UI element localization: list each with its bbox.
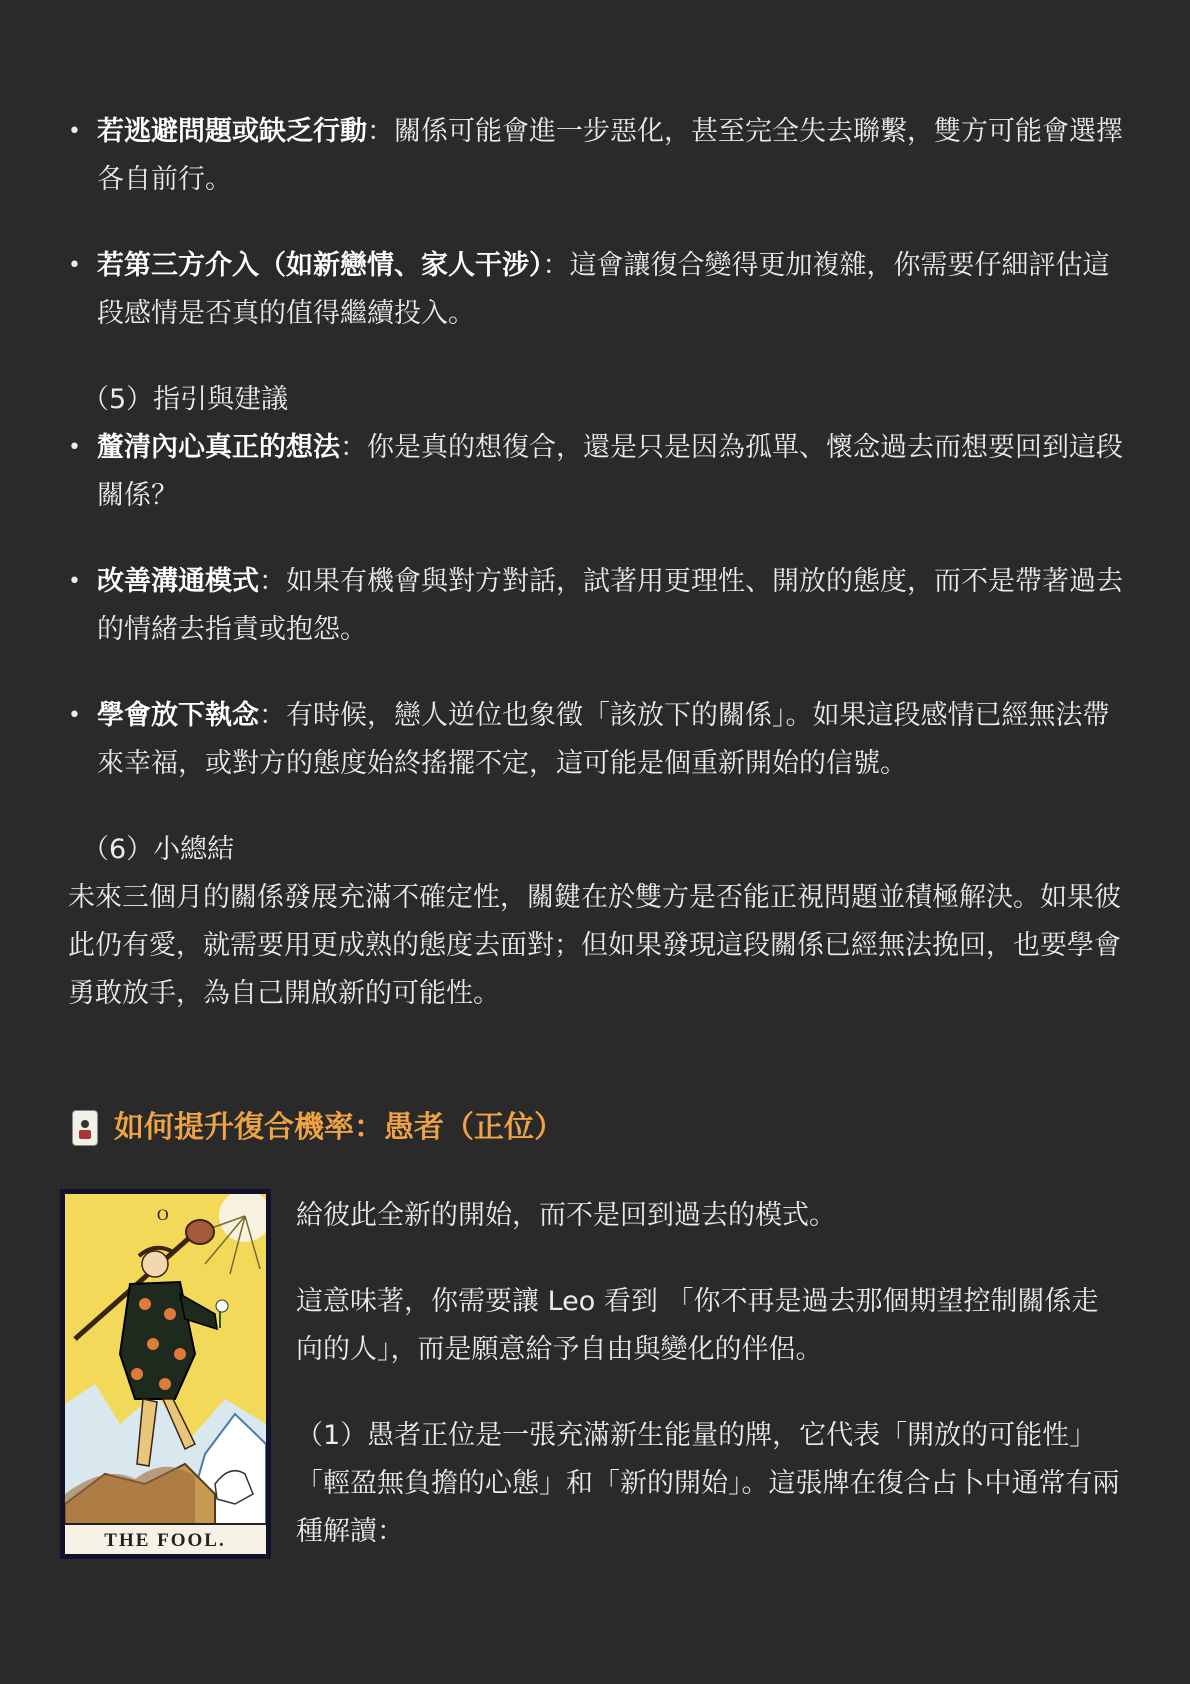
list-item: • 改善溝通模式：如果有機會與對方對話，試著用更理性、開放的態度，而不是帶著過去的情緒去指責或抱怨。: [68, 558, 1123, 654]
joker-card-icon: [72, 1110, 98, 1146]
section-heading: （5）指引與建議: [82, 384, 289, 415]
paragraph: 給彼此全新的開始，而不是回到過去的模式。: [296, 1200, 836, 1231]
section-heading: （6）小總結: [82, 834, 235, 865]
the-fool-illustration: [65, 1194, 266, 1554]
card-number: O: [157, 1207, 169, 1224]
paragraph: 這意味著，你需要讓 Leo 看到 「你不再是過去那個期望控制關係走向的人」，而是願意給予自由與變化的伴侶。: [296, 1286, 1099, 1365]
article-body: [68, 108, 1123, 1018]
card-caption: THE FOOL.: [104, 1530, 226, 1551]
list-item: • 若第三方介入（如新戀情、家人干涉）：這會讓復合變得更加複雜，你需要仔細評估這段感情是否真的值得繼續投入。: [68, 242, 1123, 338]
the-fool-tarot-card: [60, 1189, 271, 1559]
section-title: 如何提升復合機率：愚者（正位）: [72, 1104, 564, 1152]
fool-section-text: [296, 1192, 1123, 1594]
summary-paragraph: 未來三個月的關係發展充滿不確定性，關鍵在於雙方是否能正視問題並積極解決。如果彼此仍有愛，就需要用更成熟的態度去面對；但如果發現這段關係已經無法挽回，也要學會勇敢放手，為自己開啟新的可能性。: [68, 882, 1121, 1009]
list-item: • 若逃避問題或缺乏行動：關係可能會進一步惡化，甚至完全失去聯繫，雙方可能會選擇各自前行。: [68, 108, 1123, 204]
list-item: • 學會放下執念：有時候，戀人逆位也象徵「該放下的關係」。如果這段感情已經無法帶來幸福，或對方的態度始終搖擺不定，這可能是個重新開始的信號。: [68, 692, 1123, 788]
paragraph: （1）愚者正位是一張充滿新生能量的牌，它代表「開放的可能性」「輕盈無負擔的心態」和「新的開始」。這張牌在復合占卜中通常有兩種解讀：: [296, 1420, 1120, 1547]
list-item: • 釐清內心真正的想法：你是真的想復合，還是只是因為孤單、懷念過去而想要回到這段關係？: [68, 424, 1123, 520]
